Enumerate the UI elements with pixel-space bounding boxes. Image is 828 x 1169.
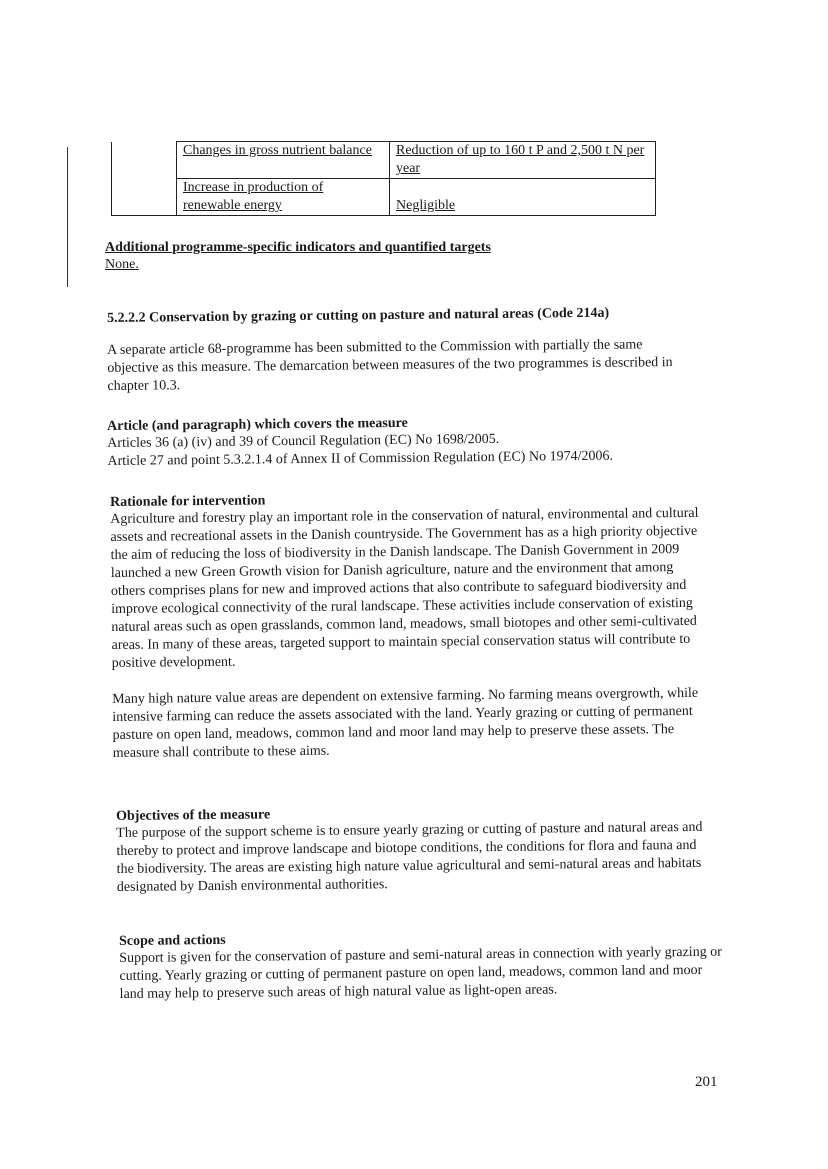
additional-indicators-block — [105, 239, 717, 274]
target-cell: Negligible — [390, 179, 656, 216]
paragraph: Article 27 and point 5.3.2.1.4 of Annex II of Commission Regulation (EC) No 1974/2006. — [107, 448, 614, 469]
section-heading-block — [107, 304, 719, 327]
table-row — [112, 179, 656, 216]
section-heading: Scope and actions — [119, 932, 226, 949]
rationale-block — [110, 488, 713, 763]
indicator-cell: Increase in production of renewable energy — [177, 179, 390, 216]
paragraph: Support is given for the conservation of pasture and semi-natural areas in connection with yearly grazing or cutting. Yearly grazing or cutting of permanent pasture on open land, meadows, common land and moor land may help to preserve such areas of high natural value as light-open areas. — [119, 944, 722, 1002]
section-heading: Objectives of the measure — [116, 807, 271, 824]
paragraph: Articles 36 (a) (iv) and 39 of Council Regulation (EC) No 1698/2005. — [107, 431, 500, 451]
section-heading: Rationale for intervention — [110, 493, 266, 510]
paragraph: Many high nature value areas are dependent on extensive farming. No farming means overgrowth, while intensive farming can reduce the assets associated with the land. Yearly grazing or cutting of permanent pasture on open land, meadows, common land and moor land may help to preserve these assets. The measure shall contribute to these aims. — [112, 685, 699, 761]
paragraph: A separate article 68-programme has been submitted to the Commission with partially the same objective as this measure. The demarcation between measures of the two programmes is described in chapter 10.3. — [107, 337, 673, 394]
target-cell: Reduction of up to 160 t P and 2,500 t N per year — [390, 142, 656, 179]
table-blank-cell — [112, 142, 177, 216]
paragraph: The purpose of the support scheme is to ensure yearly grazing or cutting of pasture and natural areas and thereby to protect and improve landscape and biotope conditions, the conditions for flora and fauna and the biodiversity. The areas are existing high nature value agricultural and semi-natural areas and habitats designated by Danish environmental authorities. — [116, 819, 703, 895]
indicator-table — [111, 141, 656, 216]
paragraph: None. — [105, 257, 139, 272]
intro-block — [107, 336, 698, 396]
objectives-block — [116, 802, 707, 897]
section-heading: Article (and paragraph) which covers the measure — [107, 415, 408, 434]
page-number: 201 — [695, 1074, 718, 1090]
scope-block — [119, 927, 725, 1004]
indicator-cell: Changes in gross nutrient balance — [177, 142, 390, 179]
margin-rule — [67, 147, 68, 287]
section-title: 5.2.2.2 Conservation by grazing or cutting on pasture and natural areas (Code 214a) — [107, 305, 610, 326]
table-row — [112, 142, 656, 179]
paragraph: Agriculture and forestry play an important role in the conservation of natural, environmental and cultural assets and recreational assets in the Danish countryside. The Government has as a high priority objective the aim of reducing the loss of biodiversity in the Danish landscape. The Danish Government in 2009 launched a new Green Growth vision for Danish agriculture, nature and the environment that among others comprises plans for new and improved actions that also contribute to safeguard biodiversity and improve ecological connectivity of the rural landscape. These activities include conservation of existing natural areas such as open grasslands, common land, meadows, small biotopes and other semi-cultivated areas. In many of these areas, targeted support to maintain special conservation status will contribute to positive development. — [110, 505, 699, 671]
section-heading: Additional programme-specific indicators and quantified targets — [105, 240, 491, 255]
article-block — [107, 412, 708, 471]
